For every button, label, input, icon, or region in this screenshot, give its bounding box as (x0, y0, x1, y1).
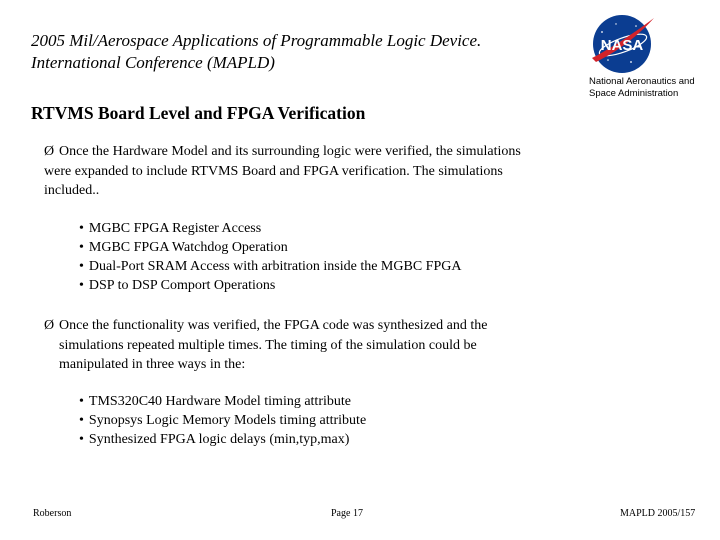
list-item: • MGBC FPGA Watchdog Operation (79, 238, 461, 257)
paragraph-2-line-1: Once the functionality was verified, the FPGA code was synthesized and the (59, 318, 488, 333)
bullet-list-2 (79, 392, 366, 449)
conference-title-line-2: International Conference (MAPLD) (31, 53, 275, 72)
nasa-logo-wordmark: NASA (600, 37, 644, 54)
list-item: • DSP to DSP Comport Operations (79, 276, 461, 295)
footer-reference: MAPLD 2005/157 (620, 508, 696, 519)
agency-name-line-1: National Aeronautics and (589, 76, 695, 87)
list-item: • TMS320C40 Hardware Model timing attribute (79, 392, 366, 411)
bullet-list-1 (79, 219, 461, 295)
footer-author: Roberson (33, 508, 72, 519)
arrow-bullet-icon: Ø (44, 144, 55, 159)
nasa-logo (586, 14, 658, 80)
paragraph-1-line-2: were expanded to include RTVMS Board and FPGA verification. The simulations (44, 163, 503, 179)
slide-title: RTVMS Board Level and FPGA Verification (31, 103, 366, 123)
list-item: • Synthesized FPGA logic delays (min,typ,max) (79, 430, 366, 449)
paragraph-2 (44, 316, 604, 375)
paragraph-1-line-1: Once the Hardware Model and its surrounding logic were verified, the simulations (59, 144, 521, 159)
list-item: • Dual-Port SRAM Access with arbitration inside the MGBC FPGA (79, 257, 461, 276)
list-item: • MGBC FPGA Register Access (79, 219, 461, 238)
agency-name (589, 76, 695, 100)
conference-title-line-1: 2005 Mil/Aerospace Applications of Programmable Logic Device. (31, 31, 482, 50)
conference-title (31, 30, 481, 74)
paragraph-2-line-2: simulations repeated multiple times. The timing of the simulation could be (59, 337, 477, 353)
agency-name-line-2: Space Administration (589, 88, 679, 99)
arrow-bullet-icon: Ø (44, 318, 55, 333)
paragraph-1 (44, 142, 604, 201)
paragraph-1-line-3: included.. (44, 183, 100, 198)
footer-page-number: Page 17 (331, 508, 363, 519)
list-item: • Synopsys Logic Memory Models timing attribute (79, 411, 366, 430)
paragraph-2-line-3: manipulated in three ways in the: (59, 357, 246, 372)
